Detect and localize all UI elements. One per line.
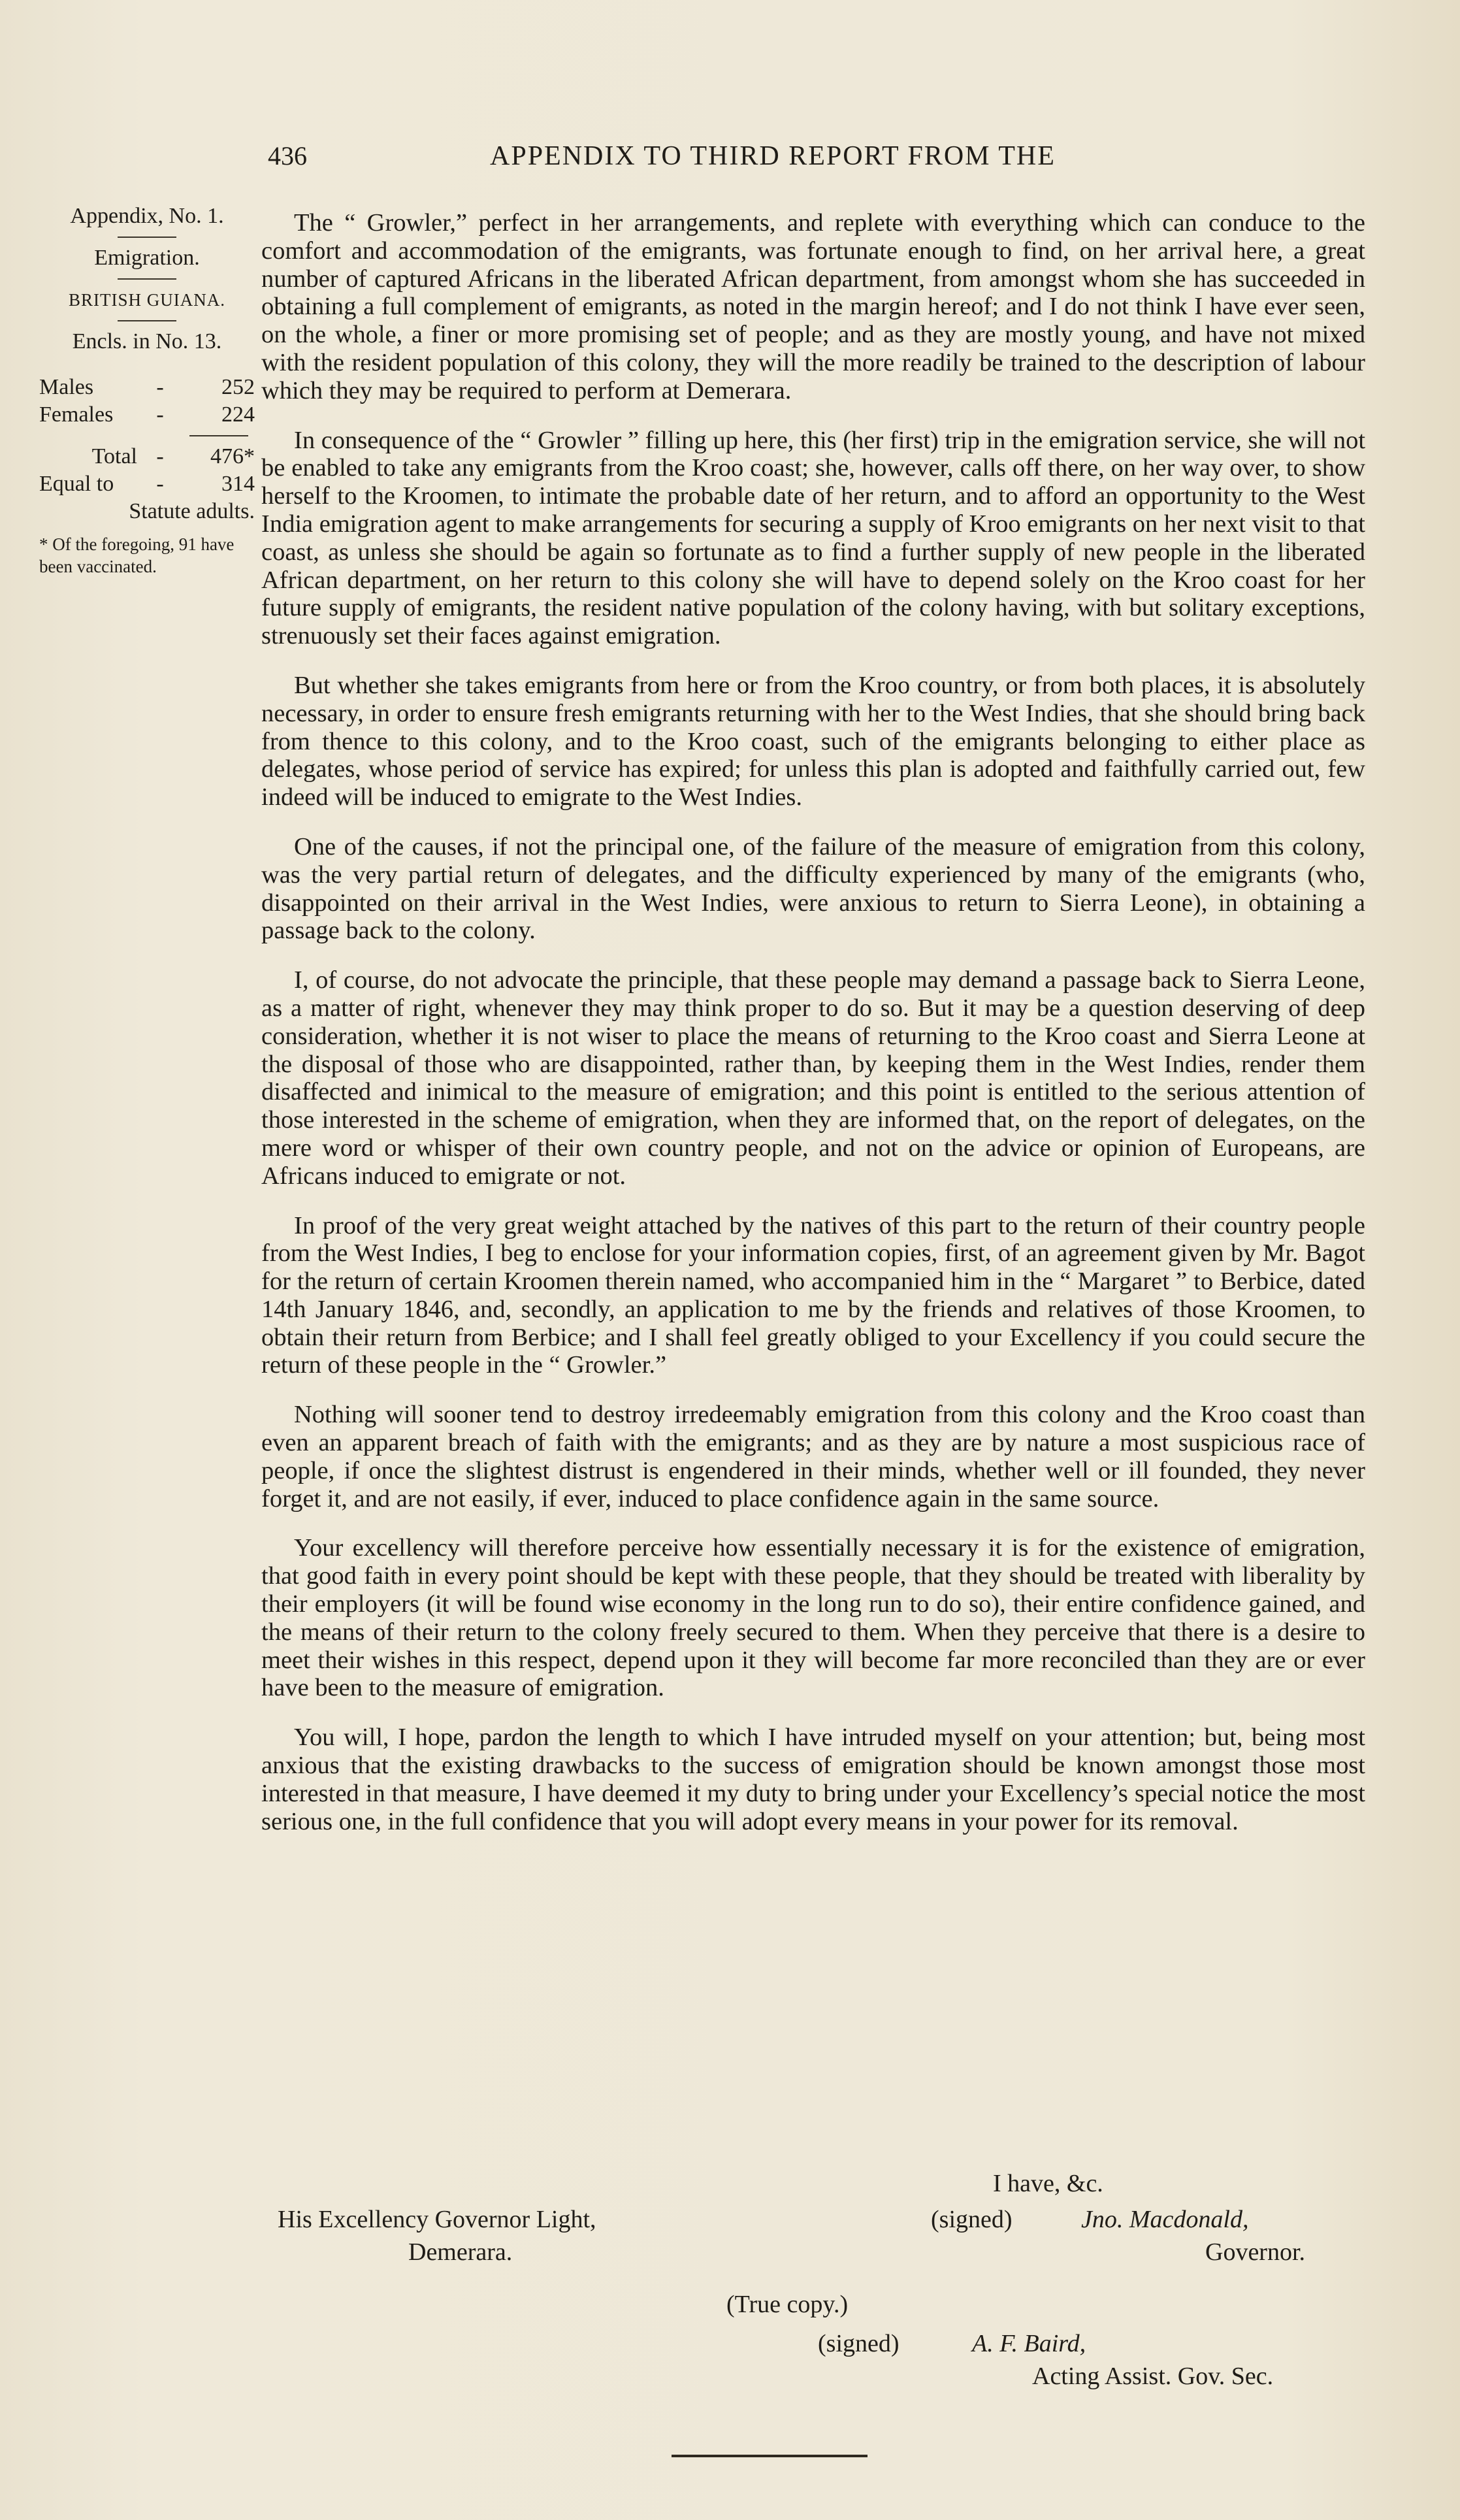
salutation: I have, &c. [993,2170,1103,2197]
stat-dash: - [156,402,164,427]
stat-row-females [39,401,255,429]
margin-divider [118,320,176,321]
paragraph: I, of course, do not advocate the principle, that these people may demand a passage back to Sierra Leone, as a matter of right, whenever they may think proper to do so. But it may be a question deserving of deep consideration, whether it is not wiser to place the means of returning to the Kroo coast and Sierra Leone at the disposal of those who are disappointed, rather than, by keeping them in the West Indies, render them disaffected and inimical to the measure of emigration; and this point is entitled to the serious attention of those interested in the scheme of emigration, when they are informed that, on the report of delegates, on the mere word or whisper of their own country people, and not on the advice or opinion of Europeans, are Africans induced to emigrate or not. [261,966,1365,1190]
stat-value: 224 [221,402,255,427]
vaccination-footnote: * Of the foregoing, 91 have been vaccinated. [39,534,235,576]
margin-divider [118,278,176,280]
stat-value: 476* [210,444,255,468]
running-title: APPENDIX TO THIRD REPORT FROM THE [490,141,1056,171]
emigrant-stats [39,374,255,525]
paragraph: In consequence of the “ Growler ” filling up here, this (her first) trip in the emigration service, she will not be enabled to take any emigrants from the Kroo coast; she, however, calls off there, on her way over, to show herself to the Kroomen, to intimate the probable date of her return, and to afford an opportunity to the West India emigration agent to make arrangements for securing a supply of Kroo emigrants on her next visit to that coast, as unless she should be again so fortunate as to find a further supply of new people in the liberated African department, on her return to this colony she will have to depend solely on the Kroo coast for her future supply of emigrants, the resident native population of the colony having, with but solitary exceptions, strenuously set their faces against emigration. [261,426,1366,650]
paragraph: One of the causes, if not the principal one, of the failure of the measure of emigration from this colony, was the very partial return of delegates, and the difficulty experienced by many of the emigrants (who, disappointed on their arrival in the West Indies, were anxious to return to Sierra Leone), in obtaining a passage back to the colony. [261,832,1365,945]
paragraph: The “ Growler,” perfect in her arrangements, and replete with everything which can conduce to the comfort and accommodation of the emigrants, was fortunate enough to find, on her arrival here, a great number of captured Africans in the liberated African department, from amongst whom she has succeeded in obtaining a full complement of emigrants, as noted in the margin hereof; and I do not think I have ever seen, on the whole, a finer or more promising set of people; and as they are mostly young, and have not mixed with the resident population of this colony, they will the more readily be trained to the description of labour which they may be required to perform at Demerara. [261,209,1365,404]
stat-label: Females [39,402,114,427]
subject-label: Emigration. [94,246,200,270]
total-rule [189,435,248,436]
stat-dash: - [156,472,164,496]
copy-signer-title: Acting Assist. Gov. Sec. [1032,2363,1274,2390]
paragraph: In proof of the very great weight attached by the natives of this part to the return of their country people from the West Indies, I beg to enclose for your information copies, first, of an agreement given by Mr. Bagot for the return of certain Kroomen therein named, who accompanied him in the “ Margaret ” to Berbice, dated 14th January 1846, and, secondly, an application to me by the friends and relatives of those Kroomen, to obtain their return from Berbice; and I shall feel greatly obliged to your Excellency if you could secure the return of these people in the “ Growler.” [261,1211,1365,1379]
letter-body [261,209,1365,1857]
true-copy-label: (True copy.) [726,2291,849,2318]
signer-title: Governor. [1205,2238,1306,2266]
stat-row-equal [39,470,255,498]
stat-value: 252 [221,375,255,399]
stat-label: Total [91,444,137,468]
paragraph: But whether she takes emigrants from here or from the Kroo country, or from both places, it is absolutely necessary, in order to ensure fresh emigrants returning with her to the West Indies, that she should bring back from thence to this colony, and to the Kroo coast, such of the emigrants belonging to either place as delegates, whose period of service has expired; for unless this plan is adopted and faithfully carried out, few indeed will be induced to emigrate to the West Indies. [261,671,1365,811]
page-number: 436 [268,141,307,171]
addressee: His Excellency Governor Light, [278,2206,596,2233]
paragraph: You will, I hope, pardon the length to which I have intruded myself on your attention; but, being most anxious that the existing drawbacks to the success of emigration should be known amongst those most interested in that measure, I have deemed it my duty to bring under your Excellency’s special notice the most serious one, in the full confidence that you will adopt every means in your power for its removal. [261,1724,1365,1835]
enclosure-label: Encls. in No. 13. [72,329,222,353]
statute-label: Statute adults. [129,499,255,523]
signer-name: Jno. Macdonald, [1081,2206,1249,2233]
stat-value: 314 [221,472,255,496]
letter-closing [261,2169,1365,2444]
margin-notes [39,203,255,578]
addressee-place: Demerara. [408,2238,513,2266]
paragraph: Nothing will sooner tend to destroy irredeemably emigration from this colony and the Kroo coast than even an apparent breach of faith with the emigrants; and as they are by nature a most suspicious race of people, if once the slightest distrust is engendered in their minds, whether well or ill founded, they never forget it, and are not easily, if ever, induced to place confidence again in the same source. [261,1401,1365,1513]
stat-dash: - [156,444,164,468]
paragraph: Your excellency will therefore perceive how essentially necessary it is for the existence of emigration, that good faith in every point should be kept with these people, that they should be treated with liberality by their employers (it will be found wise economy in the long run to do so), their entire confidence gained, and the means of their return to the colony freely secured to them. When they perceive that there is a desire to meet their wishes in this respect, depend upon it they will become far more reconciled than they are or ever have been to the measure of emigration. [261,1534,1365,1702]
end-rule [672,2455,868,2457]
signed-label: (signed) [818,2330,900,2357]
stat-dash: - [156,375,164,399]
appendix-label: Appendix, No. 1. [70,204,224,228]
signed-label: (signed) [931,2206,1013,2233]
stat-label: Equal to [39,472,114,496]
copy-signer-name: A. F. Baird, [972,2330,1086,2357]
stat-row-total [39,443,255,470]
margin-divider [118,237,176,238]
page-header [268,140,1169,180]
stat-label: Males [39,375,94,399]
colony-label: BRITISH GUIANA. [69,290,225,310]
stat-row-males [39,374,255,401]
